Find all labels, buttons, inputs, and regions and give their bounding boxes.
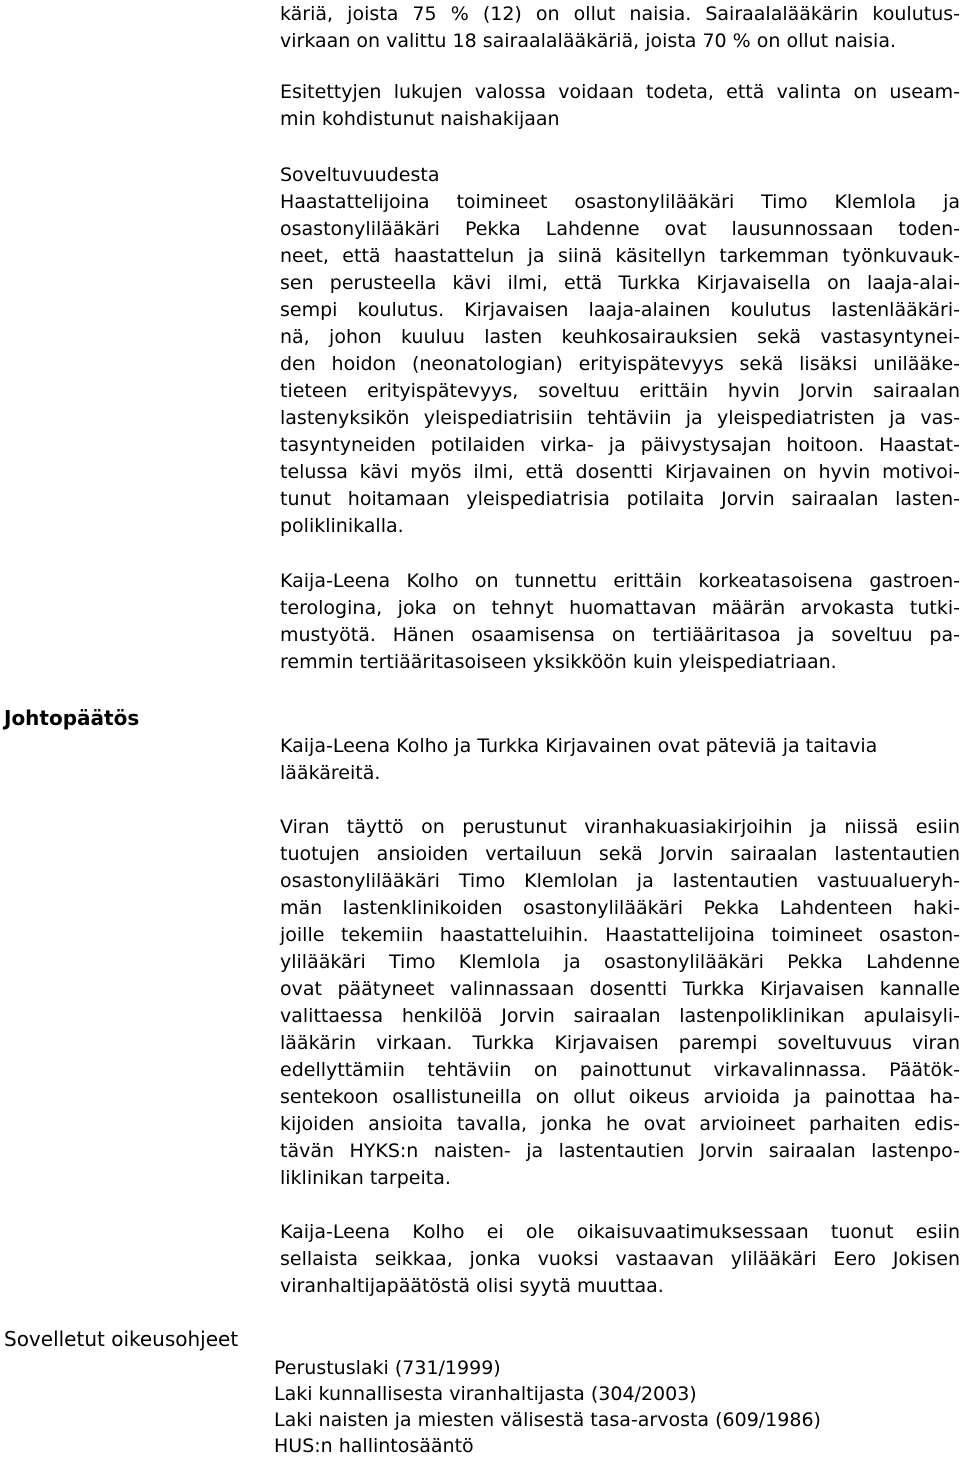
text-line: neet, että haastattelun ja siinä käsitellyn tarkemman työnkuvauk-: [280, 245, 960, 267]
text-line: sentekoon osallistuneilla on ollut oikeus arvioida ja painottaa ha-: [280, 1086, 960, 1108]
text-line: valittaessa henkilöä Jorvin sairaalan lastenpoliklinikan apulaisyli-: [280, 1005, 960, 1027]
text-line: tuotujen ansioiden vertailuun sekä Jorvin sairaalan lastentautien: [280, 843, 960, 865]
text-line: virkaan on valittu 18 sairaalalääkäriä, joista 70 % on ollut naisia.: [280, 30, 897, 52]
law-reference: Perustuslaki (731/1999): [274, 1357, 501, 1379]
text-line: sellaista seikkaa, jonka vuoksi vastaavan ylilääkäri Eero Jokisen: [280, 1248, 960, 1270]
text-line: poliklinikalla.: [280, 515, 404, 537]
text-line: den hoidon (neonatologian) erityispätevyys sekä lisäksi unilääke-: [280, 353, 960, 375]
text-line: tieteen erityispätevyys, soveltuu erittäin hyvin Jorvin sairaalan: [280, 380, 960, 402]
text-line: ylilääkäri Timo Klemlola ja osastonylilääkäri Pekka Lahdenne: [280, 951, 960, 973]
law-reference: Laki naisten ja miesten välisestä tasa-arvosta (609/1986): [274, 1409, 821, 1431]
paragraph-no-grounds: [280, 1219, 960, 1300]
law-reference: Laki kunnallisesta viranhaltijasta (304/2003): [274, 1383, 697, 1405]
paragraph-conclusion-numbers: [280, 79, 960, 133]
text-line: terologina, joka on tehnyt huomattavan määrän arvokasta tutki-: [280, 597, 960, 619]
text-line: kijoiden ansioita tavalla, jonka he ovat arvioineet parhaiten edis-: [280, 1113, 960, 1135]
paragraph-conclusion: [280, 733, 960, 787]
paragraph-decision-basis: [280, 814, 960, 1192]
text-line: Kaija-Leena Kolho ei ole oikaisuvaatimuksessaan tuonut esiin: [280, 1221, 960, 1243]
text-line: män lastenklinikoiden osastonylilääkäri Pekka Lahdenteen haki-: [280, 897, 960, 919]
text-line: tunut hoitamaan yleispediatrisia potilaita Jorvin sairaalan lasten-: [280, 488, 960, 510]
section-heading-applied-law: Sovelletut oikeusohjeet: [4, 1327, 239, 1351]
paragraph-statistics: [280, 1, 960, 55]
text-line: Esitettyjen lukujen valossa voidaan todeta, että valinta on useam-: [280, 81, 960, 103]
paragraph-suitability: [280, 162, 960, 540]
text-line: edellyttämiin tehtäviin on painottunut virkavalinnassa. Päätök-: [280, 1059, 960, 1081]
text-line: Kaija-Leena Kolho on tunnettu erittäin korkeatasoisena gastroen-: [280, 570, 960, 592]
applied-law-list: [274, 1355, 954, 1459]
paragraph-kolho-assessment: [280, 568, 960, 676]
text-line: tasyntyneiden potilaiden virka- ja päivystysajan hoitoon. Haastat-: [280, 434, 960, 456]
text-line: sempi koulutus. Kirjavaisen laaja-alainen koulutus lastenlääkäri-: [280, 299, 960, 321]
text-line: nä, johon kuuluu lasten keuhkosairauksien sekä vastasyntynei-: [280, 326, 960, 348]
text-line: joille tekemiin haastatteluihin. Haastattelijoina toimineet osaston-: [280, 924, 960, 946]
section-subheading: Soveltuvuudesta: [280, 164, 440, 186]
section-heading-johtopaatos: Johtopäätös: [4, 706, 140, 730]
law-reference: HUS:n hallintosääntö: [274, 1435, 474, 1457]
text-line: ovat päätyneet valinnassaan dosentti Turkka Kirjavaisen kannalle: [280, 978, 960, 1000]
text-line: Haastattelijoina toimineet osastonylilääkäri Timo Klemlola ja: [280, 191, 960, 213]
text-line: sen perusteella kävi ilmi, että Turkka Kirjavaisella on laaja-alai-: [280, 272, 960, 294]
text-line: min kohdistunut naishakijaan: [280, 108, 560, 130]
text-line: Kaija-Leena Kolho ja Turkka Kirjavainen ovat päteviä ja taitavia: [280, 735, 878, 757]
text-line: tävän HYKS:n naisten- ja lastentautien Jorvin sairaalan lastenpo-: [280, 1140, 960, 1162]
text-line: Viran täyttö on perustunut viranhakuasiakirjoihin ja niissä esiin: [280, 816, 960, 838]
text-line: osastonylilääkäri Pekka Lahdenne ovat lausunnossaan toden-: [280, 218, 960, 240]
text-line: lääkärin virkaan. Turkka Kirjavaisen parempi soveltuvuus viran: [280, 1032, 960, 1054]
text-line: mustyötä. Hänen osaamisensa on tertiääritasoa ja soveltuu pa-: [280, 624, 960, 646]
text-line: lääkäreitä.: [280, 762, 381, 784]
text-line: osastonylilääkäri Timo Klemlolan ja lastentautien vastuualueryh-: [280, 870, 960, 892]
text-line: käriä, joista 75 % (12) on ollut naisia. Sairaalalääkärin koulutus-: [280, 3, 960, 25]
text-line: viranhaltijapäätöstä olisi syytä muuttaa.: [280, 1275, 664, 1297]
text-line: remmin tertiääritasoiseen yksikköön kuin yleispediatriaan.: [280, 651, 837, 673]
text-line: lastenyksikön yleispediatrisiin tehtäviin ja yleispediatristen ja vas-: [280, 407, 960, 429]
text-line: telussa kävi myös ilmi, että dosentti Kirjavainen on hyvin motivoi-: [280, 461, 960, 483]
text-line: liklinikan tarpeita.: [280, 1167, 451, 1189]
